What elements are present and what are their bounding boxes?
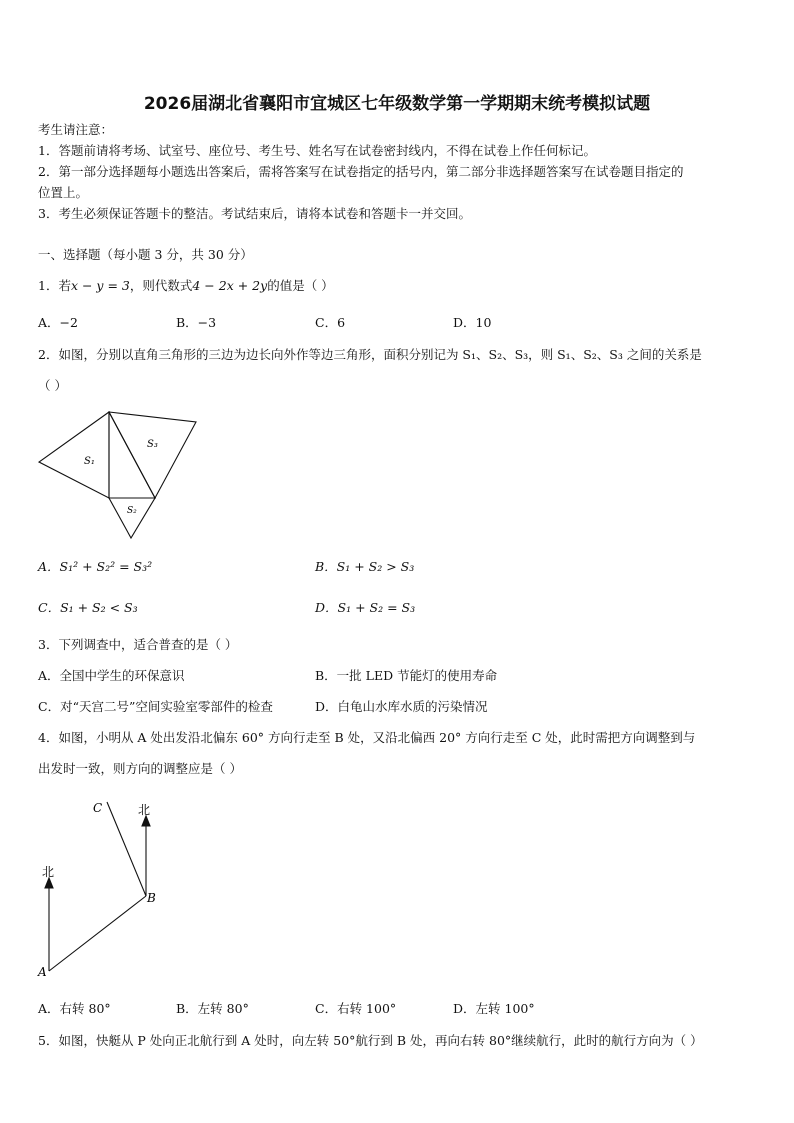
triangle-s1 [39,412,109,498]
notice-item: 位置上。 [38,185,89,200]
q2-option-a[interactable]: A．S₁² + S₂² = S₃² [38,559,153,574]
question-4-stem-cont: 出发时一致，则方向的调整应是（ ） [38,761,242,776]
q1-expression: 4 − 2x + 2y [192,278,268,293]
direction-figure [30,790,180,985]
question-2-stem-cont: （ ） [38,378,67,393]
question-2-stem: 2．如图，分别以直角三角形的三边为边长向外作等边三角形，面积分别记为 S₁、S₂、S₃，则 S₁、S₂、S₃ 之间的关系是 [38,347,702,362]
notice-heading: 考生请注意： [38,122,114,137]
question-5-stem: 5．如图，快艇从 P 处向正北航行到 A 处时，向左转 50°航行到 B 处，再向右转 80°继续航行，此时的航行方向为（ ） [38,1033,703,1048]
label-c: C [93,801,103,815]
q1-mid: ，则代数式 [129,278,193,293]
q3-option-c[interactable]: C．对“天宫二号”空间实验室零部件的检查 [38,699,273,714]
north-arrow-b-head [142,816,150,826]
segment-ab [49,896,146,971]
q2-option-b[interactable]: B．S₁ + S₂ > S₃ [315,559,415,574]
q2-option-c[interactable]: C．S₁ + S₂ < S₃ [38,600,138,615]
label-s3: S₃ [147,439,158,450]
q1-suffix: 的值是（ ） [267,278,334,293]
q1-condition: x − y = 3 [70,278,130,293]
q4-option-d[interactable]: D．左转 100° [453,1001,535,1016]
notice-item: 2．第一部分选择题每小题选出答案后，需将答案写在试卷指定的括号内，第二部分非选择题答案写在试卷题目指定的 [38,164,684,179]
q4-option-a[interactable]: A．右转 80° [38,1001,111,1016]
triangle-s2 [109,498,155,538]
q4-option-c[interactable]: C．右转 100° [315,1001,397,1016]
label-s2: S₂ [127,506,137,516]
section-heading: 一、选择题（每小题 3 分，共 30 分） [38,247,253,262]
q3-option-a[interactable]: A．全国中学生的环保意识 [38,668,185,683]
q1-option-a[interactable]: A．−2 [38,315,78,330]
q1-option-c[interactable]: C．6 [315,315,346,330]
label-s1: S₁ [84,456,95,467]
notice-item: 1．答题前请将考场、试室号、座位号、考生号、姓名写在试卷密封线内，不得在试卷上作任何标记。 [38,143,596,158]
q2-option-d[interactable]: D．S₁ + S₂ = S₃ [315,600,416,615]
page-title: 2026届湖北省襄阳市宜城区七年级数学第一学期期末统考模拟试题 [143,94,651,114]
notice-item: 3．考生必须保证答题卡的整洁。考试结束后，请将本试卷和答题卡一并交回。 [38,206,471,221]
label-north-1: 北 [42,865,55,879]
question-4-stem: 4．如图，小明从 A 处出发沿北偏东 60° 方向行走至 B 处，又沿北偏西 20° 方向行走至 C 处，此时需把方向调整到与 [38,730,696,745]
label-b: B [147,891,156,905]
q1-prefix: 1．若 [38,278,71,293]
label-north-2: 北 [138,803,151,817]
q3-option-d[interactable]: D．白龟山水库水质的污染情况 [315,699,488,714]
q4-option-b[interactable]: B．左转 80° [176,1001,249,1016]
right-triangle [109,412,155,498]
question-3-stem: 3．下列调查中，适合普查的是（ ） [38,637,238,652]
triangle-s3 [109,412,196,498]
question-1-stem [38,276,334,294]
q1-option-b[interactable]: B．−3 [176,315,217,330]
label-a: A [38,965,47,979]
q3-option-b[interactable]: B．一批 LED 节能灯的使用寿命 [315,668,498,683]
triangle-figure [30,405,210,545]
north-arrow-a-head [45,878,53,888]
q1-option-d[interactable]: D．10 [453,315,492,330]
